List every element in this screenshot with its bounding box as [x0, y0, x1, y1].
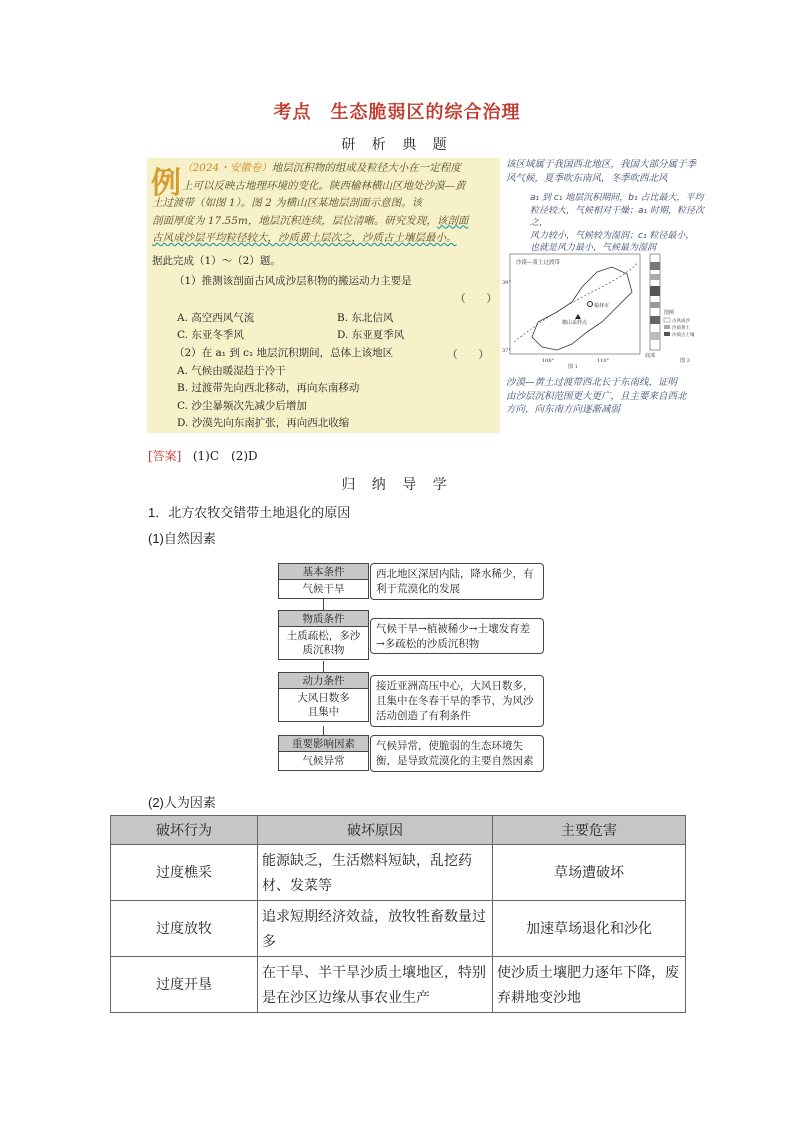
flow-node-material: [278, 610, 369, 660]
section-heading-summary: 归 纳 导 学: [341, 477, 453, 493]
option-2D: D. 沙漠先向东南扩张，再向西北收缩: [177, 417, 350, 429]
passage-line-2: 上可以反映古地理环境的变化。陕西榆林横山区地处沙漠—黄: [182, 179, 466, 192]
note-climate: [506, 158, 706, 185]
passage-line-5: 古风成沙层平均粒径较大，沙质黄土层次之，沙质古土壤层最小。: [152, 232, 457, 244]
flow-node-basic: [278, 563, 369, 599]
heading-natural: (1)自然因素: [148, 531, 216, 546]
table-cell: 能源缺乏，生活燃料短缺，乱挖药材、发菜等: [258, 845, 493, 901]
note-2-line: 粒径较大，气候相对干燥；a₁ 时期，粒径次之，: [530, 205, 704, 228]
answer-label: [答案]: [148, 449, 182, 463]
layer-band: [650, 332, 660, 340]
map-figure: [502, 252, 702, 370]
question-1-row-2: [152, 326, 498, 345]
flow-desc-dynamic: 接近亚洲高压中心，大风日数多，且集中在冬春干旱的季节，为风沙活动创造了有利条件: [370, 675, 544, 727]
figure-2-caption: 图 2: [680, 358, 690, 364]
note-3-line: 沙漠—黄土过渡带西北长于东南线，证明: [506, 377, 678, 388]
table-cell: 在干旱、半干旱沙质土壤地区，特别是在沙区边缘从事农业生产: [258, 957, 493, 1013]
passage-line-1: 地层沉积物的组成及粒径大小在一定程度: [271, 162, 461, 174]
note-2-line: a₁ 到 c₁ 地层沉积期间，b₁ 占比最大，平均: [530, 193, 704, 203]
map-label-city: 榆林市: [594, 303, 610, 309]
column-bottom-label: 底部: [645, 353, 656, 359]
option-2C: C. 沙尘暴频次先减少后增加: [177, 400, 307, 412]
prompt-line: 据此完成（1）～（2）题。: [152, 255, 281, 267]
human-factors-table: [110, 815, 686, 1013]
flow-desc-important: 气候异常，使脆弱的生态环境失衡，是导致荒漠化的主要自然因素: [370, 735, 544, 772]
flow-node-head: 物质条件: [279, 611, 368, 627]
heading-causes: 1．北方农牧交错带土地退化的原因: [148, 505, 351, 520]
table-cell: 草场遭破坏: [493, 845, 686, 901]
table-cell: 加速草场退化和沙化: [493, 901, 686, 957]
option-1A: A. 高空西风气流: [177, 312, 255, 324]
legend-title: 图例: [664, 310, 675, 316]
flow-node-body: 大风日数多且集中: [297, 692, 350, 718]
flow-node-body: 土质疏松，多沙质沉积物: [286, 630, 361, 656]
flow-node-body: 气候干旱: [302, 583, 345, 595]
question-1-stem: （1）推测该剖面古风成沙层积物的搬运动力主要是: [174, 275, 412, 287]
map-label-transition: 沙漠—黄土过渡带: [516, 260, 561, 266]
table-cell: 追求短期经济效益，放牧牲畜数量过多: [258, 901, 493, 957]
layer-band: [650, 262, 660, 270]
layer-band: [650, 302, 660, 308]
legend-swatch: [664, 332, 670, 336]
table-header: 破坏行为: [111, 816, 258, 845]
option-1D: D. 东亚夏季风: [337, 329, 405, 341]
layer-band: [650, 286, 660, 296]
note-transition: [506, 376, 706, 417]
table-cell: 过度开垦: [111, 957, 258, 1013]
flow-node-head: 重要影响因素: [279, 736, 368, 752]
flow-node-body: 气候异常: [302, 755, 345, 767]
table-cell: 使沙质土壤肥力逐年下降，废弃耕地变沙地: [493, 957, 686, 1013]
table-row: [111, 957, 686, 1013]
table-row: [111, 845, 686, 901]
legend-item: 古风成沙: [672, 319, 690, 324]
underline-segment: 该剖面: [436, 214, 469, 227]
heading-human: (2)人为因素: [148, 795, 216, 810]
example-source: （2024・安徽卷）: [182, 162, 272, 174]
question-2-stem: （2）在 a₁ 到 c₁ 地层沉积期间，总体上该地区: [174, 347, 394, 359]
example-passage: [152, 160, 498, 248]
legend-item: 沙质黄土: [672, 326, 690, 331]
page-title: 考点 生态脆弱区的综合治理: [273, 102, 521, 123]
section-heading-study: 研 析 典 题: [341, 137, 453, 153]
passage-line-4: 剖面厚度为 17.55m，地层沉积连续，层位清晰。研究发现，: [152, 214, 437, 227]
question-2-paren: （ ）: [447, 349, 489, 361]
option-1B: B. 东北信风: [337, 312, 394, 324]
flow-node-head: 基本条件: [279, 564, 368, 580]
lon-label-2: 110°: [597, 358, 610, 364]
lat-label-1: 39°: [502, 280, 511, 286]
lat-label-2: 37°: [502, 348, 511, 354]
layer-band: [650, 274, 660, 280]
table-header: 破坏原因: [258, 816, 493, 845]
note-layers: [530, 192, 708, 255]
answer-line: [148, 447, 258, 464]
note-3-line: 由沙层沉积范围更大更广，且主要来自西北: [506, 390, 687, 402]
layer-band: [650, 316, 660, 324]
note-2-line: 风力较小，气候较为湿润；c₁ 粒径最小，: [530, 230, 695, 241]
table-header: 主要危害: [493, 816, 686, 845]
figure-1-caption: 图 1: [568, 364, 578, 370]
connector: [323, 726, 324, 735]
legend-swatch: [664, 318, 670, 322]
passage-line-3: 土过渡带（如图 1）。图 2 为横山区某地层剖面示意图。该: [152, 197, 423, 209]
question-1-paren: （ ）: [455, 293, 497, 305]
option-1C: C. 东亚冬季风: [177, 329, 244, 341]
flow-node-dynamic: [278, 672, 369, 722]
table-cell: 过度放牧: [111, 901, 258, 957]
connector: [323, 661, 324, 672]
note-3-line: 方向，向东南方向逐渐减弱: [506, 404, 621, 415]
connector: [323, 598, 324, 610]
lon-label-1: 108°: [542, 358, 555, 364]
note-2-line: 也就是风力最小，气候最为湿润: [530, 243, 657, 253]
flow-desc-material: 气候干旱→植被稀少→土壤发育差→多疏松的沙质沉积物: [370, 618, 544, 654]
note-1-line: 该区域属于我国西北地区，我国大部分属于季: [506, 159, 697, 170]
answer-text: (1)C (2)D: [192, 449, 258, 463]
table-header-row: [111, 816, 686, 845]
flow-node-important: [278, 735, 369, 771]
option-2A: A. 气候由暖湿趋于冷干: [177, 365, 286, 377]
option-2B: B. 过渡带先向西北移动，再向东南移动: [177, 382, 360, 394]
flow-node-head: 动力条件: [279, 673, 368, 689]
note-1-line: 风气候，夏季吹东南风，冬季吹西北风: [506, 172, 668, 184]
table-row: [111, 901, 686, 957]
map-label-sample: 横山采样点: [562, 320, 588, 326]
legend-swatch: [664, 325, 670, 329]
legend-item: 沙质古土壤: [672, 333, 695, 338]
example-mark: 例: [151, 166, 181, 201]
flow-desc-basic: 西北地区深居内陆，降水稀少，有利于荒漠化的发展: [370, 563, 544, 600]
example-box: [147, 158, 500, 433]
table-cell: 过度樵采: [111, 845, 258, 901]
